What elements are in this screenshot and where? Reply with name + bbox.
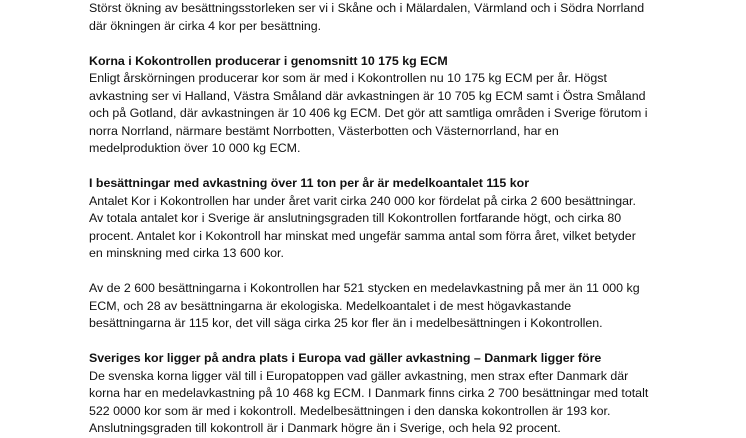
section-heading: Korna i Kokontrollen producerar i genomsnitt 10 175 kg ECM [89, 53, 448, 68]
text-line: ECM, och 28 av besättningarna är ekologiska. Medelkoantalet i de mest högavkastande [89, 298, 572, 313]
paragraph [89, 0, 729, 35]
section-heading: I besättningar med avkastning över 11 ton per år är medelkoantalet 115 kor [89, 176, 530, 190]
text-line: avkastning ser vi Halland, Västra Småland där avkastningen är 10 705 kg ECM samt i Östra Småland [89, 88, 646, 103]
text-line: procent. Antalet kor i Kokontroll har minskat med ungefär samma antal som förra året, vilket betyder [89, 228, 636, 243]
text-line: Av totala antalet kor i Sverige är anslutningsgraden till Kokontrollen fortfarande högt, och cirka 80 [89, 211, 622, 225]
text-line: norra Norrland, närmare bestämt Norrbotten, Västerbotten och Västernorrland, har en [89, 123, 559, 138]
text-line: korna har en medelavkastning på 10 468 kg ECM. I Danmark finns cirka 2 700 besättningar med totalt [89, 386, 649, 400]
document-body [89, 0, 729, 438]
section-heading: Sveriges kor ligger på andra plats i Europa vad gäller avkastning – Danmark ligger före [89, 351, 602, 365]
text-line: medelproduktion över 10 000 kg ECM. [89, 141, 301, 155]
paragraph [89, 280, 729, 333]
text-line: De svenska korna ligger väl till i Europatoppen vad gäller avkastning, men strax efter Danmark där [89, 368, 629, 383]
text-line: en minskning med cirka 13 600 kor. [89, 246, 284, 260]
paragraph-gap [89, 35, 729, 53]
text-line: Störst ökning av besättningsstorleken ser vi i Skåne och i Mälardalen, Värmland och i Södra Norrland [89, 1, 645, 15]
text-line: Anslutningsgraden till kokontroll är i Danmark högre än i Sverige, och hela 92 procent. [89, 421, 561, 435]
paragraph-gap [89, 263, 729, 281]
text-line: 522 0000 kor som är med i kokontroll. Medelbesättningen i den danska kokontrollen är 193 kor. [89, 403, 611, 418]
text-line: besättningarna är 115 kor, det vill säga cirka 25 kor fler än i medelbesättningen i Kokontrollen. [89, 316, 603, 330]
text-line: Enligt årskörningen producerar kor som är med i Kokontrollen nu 10 175 kg ECM per år. Högst [89, 71, 607, 85]
section [89, 53, 729, 158]
text-line: och på Gotland, där avkastningen är 10 406 kg ECM. Det gör att samtliga områden i Sverige förutom i [89, 106, 648, 120]
paragraph-gap [89, 333, 729, 351]
text-line: där ökningen är cirka 4 kor per besättning. [89, 18, 322, 33]
text-line: Antalet Kor i Kokontrollen har under året varit cirka 240 000 kor fördelat på cirka 2 600 besättningar. [89, 193, 636, 208]
text-line: Av de 2 600 besättningarna i Kokontrollen har 521 stycken en medelavkastning på mer än 11 000 kg [89, 281, 640, 295]
paragraph-gap [89, 158, 729, 176]
section [89, 175, 729, 263]
section [89, 350, 729, 438]
